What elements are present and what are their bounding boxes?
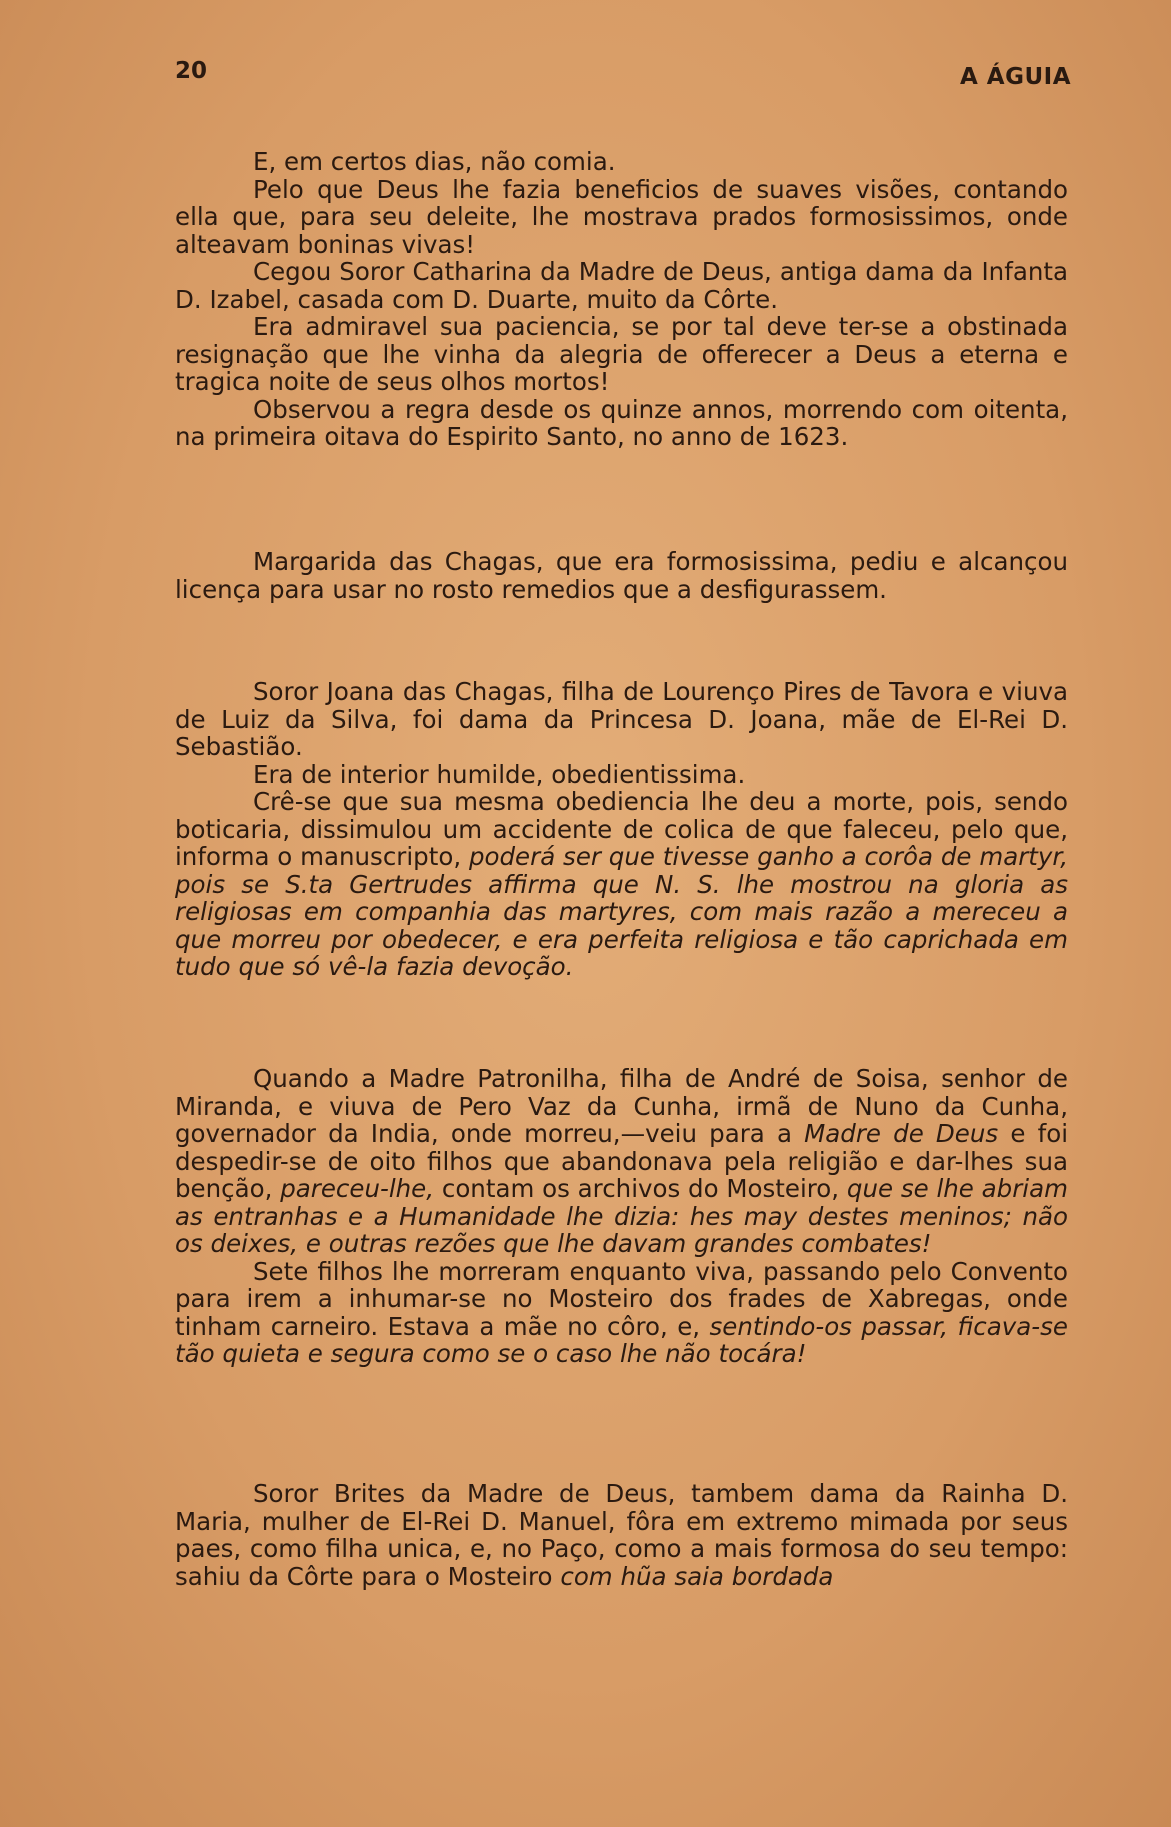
section-margarida bbox=[175, 548, 1068, 603]
paragraph bbox=[175, 788, 1068, 981]
italic-text: Madre de Deus bbox=[804, 1119, 999, 1148]
italic-text: sentindo-os passar, ficava-se tão quieta e segura como se o caso lhe não tocára! bbox=[175, 1311, 1068, 1368]
paragraph bbox=[175, 1480, 1068, 1590]
paragraph: Era admiravel sua paciencia, se por tal deve ter-se a obstinada resignação que lhe vinha da alegria de offerecer a Deus a eterna e tragica noite de seus olhos mortos! bbox=[175, 312, 1068, 396]
text-run: contam os archivos do Mosteiro, bbox=[441, 1174, 840, 1203]
text-run: Crê-se que sua mesma obediencia lhe deu a morte, pois, sendo boticaria, dissimulou um accidente de colica de que faleceu, pelo que, informa o manuscripto, bbox=[175, 787, 1068, 871]
page-header bbox=[175, 58, 1071, 98]
section-joana bbox=[175, 678, 1068, 981]
paragraph: Margarida das Chagas, que era formosissima, pediu e alcançou licença para usar no rosto remedios que a desfigurassem. bbox=[175, 547, 1068, 604]
paragraph: E, em certos dias, não comia. bbox=[253, 147, 616, 176]
paragraph bbox=[175, 1065, 1068, 1258]
section-brites bbox=[175, 1480, 1068, 1590]
running-title: A ÁGUIA bbox=[959, 64, 1071, 90]
italic-text: poderá ser que tivesse ganho a corôa de martyr, pois se S.ta Gertrudes affirma que N. S. lhe mostrou na gloria as religiosas em companhia das martyres, com mais razão a mereceu a que morreu por obedecer, e era perfeita religiosa e tão caprichada em tudo que só vê-la fazia devoção. bbox=[175, 842, 1068, 981]
italic-text: com hũa saia bordada bbox=[560, 1561, 834, 1591]
paragraph: Era de interior humilde, obedientissima. bbox=[253, 759, 746, 789]
paragraph: Pelo que Deus lhe fazia beneficios de suaves visões, contando ella que, para seu deleite, lhe mostrava prados formosissimos, onde alteavam boninas vivas! bbox=[175, 174, 1068, 259]
text-run: Sete filhos lhe morreram enquanto viva, passando pelo Convento para irem a inhumar-se no Mosteiro dos frades de Xabregas, onde tinham carneiro. Estava a mãe no côro, e, bbox=[175, 1256, 1068, 1341]
paragraph: Cegou Soror Catharina da Madre de Deus, antiga dama da Infanta D. Izabel, casada com D. Duarte, muito da Côrte. bbox=[175, 257, 1068, 314]
italic-text: pareceu-lhe, bbox=[280, 1174, 435, 1203]
italic-text: que se lhe abriam as entranhas e a Humanidade lhe dizia: hes may destes meninos; não os deixes, e outras rezões que lhe davam grandes combates! bbox=[175, 1174, 1068, 1258]
text-run: e foi despedir-se de oito filhos que abandonava pela religião e dar-lhes sua benção, bbox=[175, 1119, 1068, 1203]
text-run: Quando a Madre Patronilha, filha de André de Soisa, senhor de Miranda, e viuva de Pero Vaz da Cunha, irmã de Nuno da Cunha, governador da India, onde morreu,—veiu para a bbox=[175, 1064, 1068, 1148]
paragraph: Soror Joana das Chagas, filha de Lourenço Pires de Tavora e viuva de Luiz da Silva, foi dama da Princesa D. Joana, mãe de El-Rei D. Sebastião. bbox=[175, 677, 1068, 761]
section-patronilha bbox=[175, 1065, 1068, 1368]
paragraph: Observou a regra desde os quinze annos, morrendo com oitenta, na primeira oitava do Espirito Santo, no anno de 1623. bbox=[175, 394, 1068, 451]
page-number: 20 bbox=[175, 58, 208, 84]
paragraph bbox=[175, 1258, 1068, 1368]
text-run: Soror Brites da Madre de Deus, tambem dama da Rainha D. Maria, mulher de El-Rei D. Manuel, fôra em extremo mimada por seus paes, como filha unica, e, no Paço, como a mais formosa do seu tempo: sahiu da Côrte para o Mosteiro bbox=[175, 1479, 1068, 1591]
section-catharina bbox=[175, 148, 1068, 451]
